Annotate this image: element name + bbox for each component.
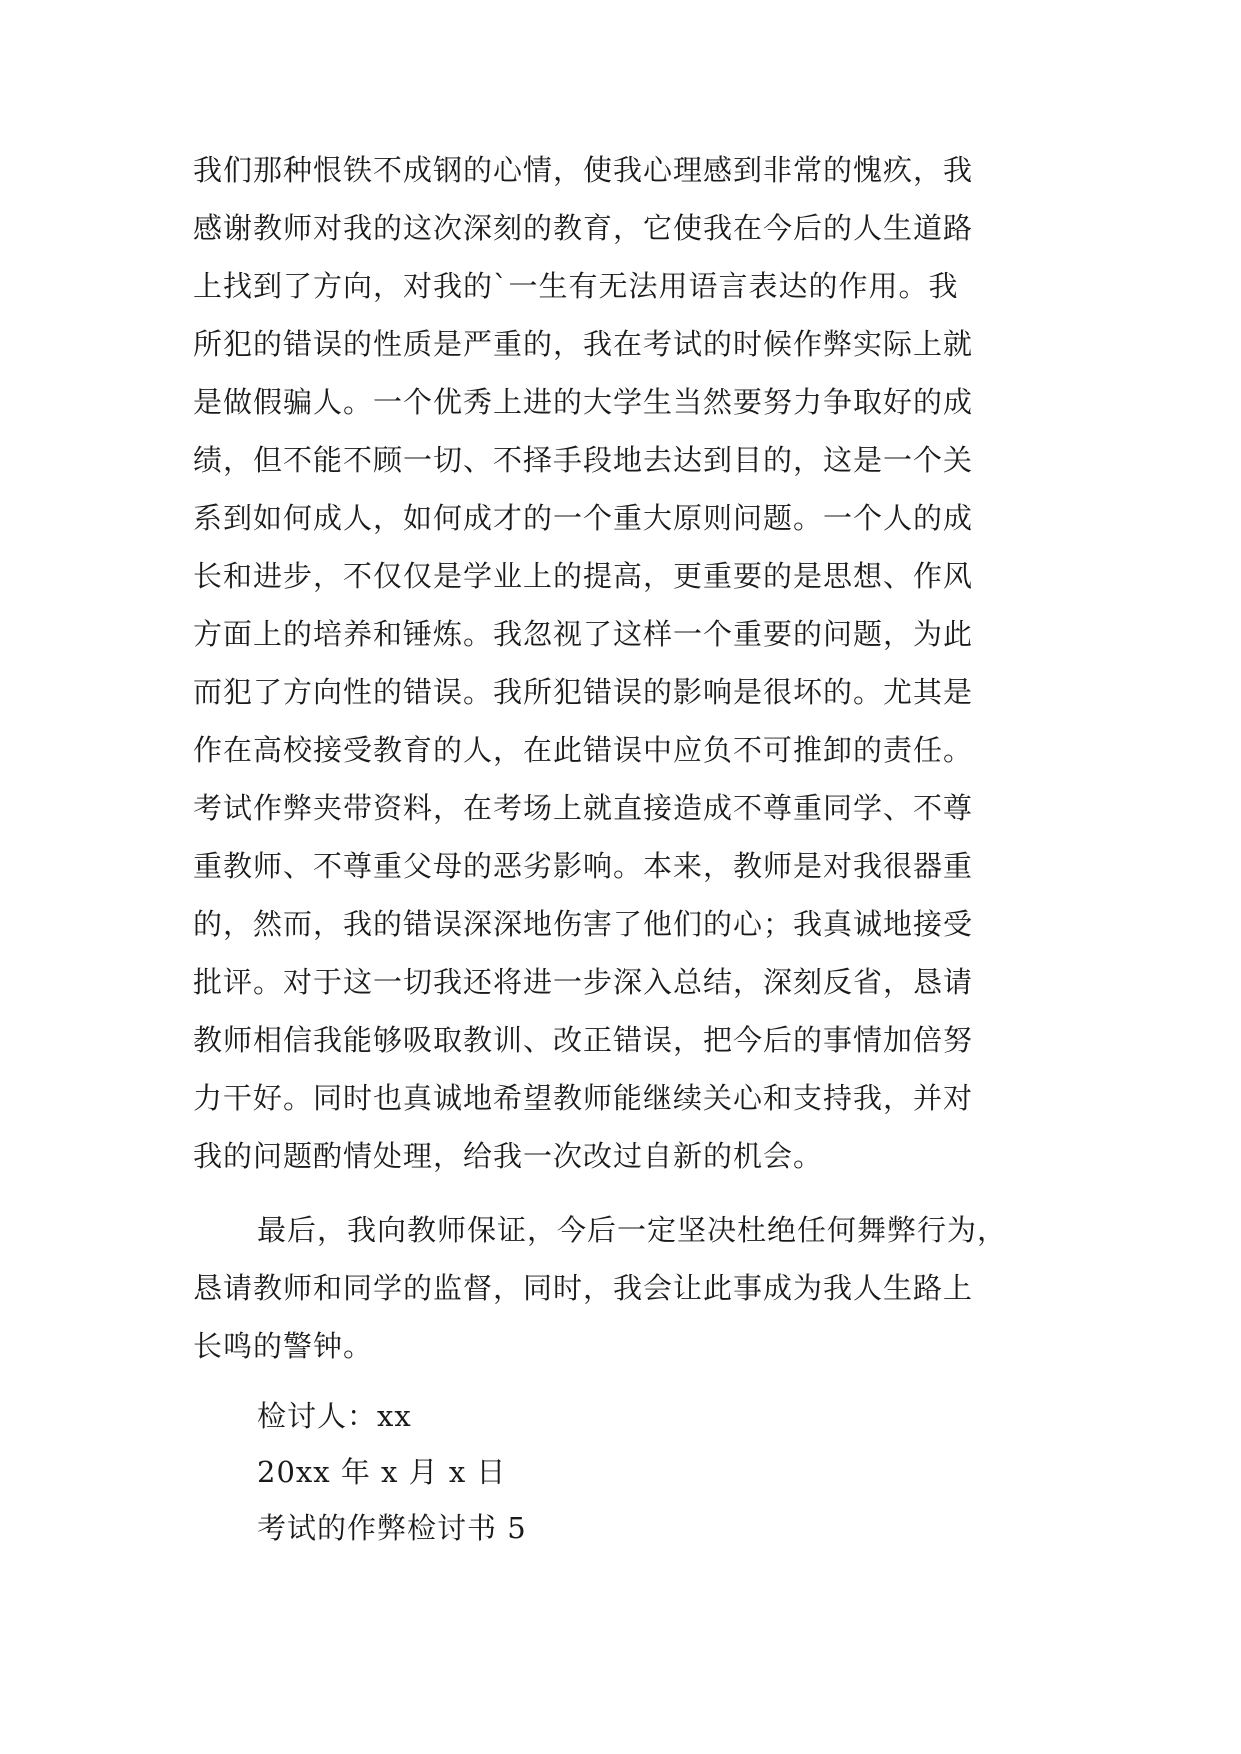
body-line-5: 是做假骗人。一个优秀上进的大学生当然要努力争取好的成 (193, 385, 974, 419)
body-line-8: 长和进步，不仅仅是学业上的提高，更重要的是思想、作风 (193, 559, 974, 593)
body-line-17: 力干好。同时也真诚地希望教师能继续关心和支持我，并对 (193, 1081, 974, 1115)
body-line-14: 的，然而，我的错误深深地伤害了他们的心；我真诚地接受 (193, 907, 974, 941)
body-line-15: 批评。对于这一切我还将进一步深入总结，深刻反省，恳请 (193, 965, 974, 999)
body-line-7: 系到如何成人，如何成才的一个重大原则问题。一个人的成 (193, 501, 974, 535)
body-line-18: 我的问题酌情处理，给我一次改过自新的机会。 (193, 1139, 824, 1173)
body-line-12: 考试作弊夹带资料，在考场上就直接造成不尊重同学、不尊 (193, 791, 974, 825)
body-line-10: 而犯了方向性的错误。我所犯错误的影响是很坏的。尤其是 (193, 675, 974, 709)
body-line-3: 上找到了方向，对我的`一生有无法用语言表达的作用。我 (193, 269, 959, 303)
body-line-19: 最后，我向教师保证，今后一定坚决杜绝任何舞弊行为， (257, 1213, 1008, 1247)
date-line: 20xx 年 x 月 x 日 (257, 1455, 507, 1489)
signer-line: 检讨人：xx (257, 1399, 412, 1433)
body-line-11: 作在高校接受教育的人，在此错误中应负不可推卸的责任。 (193, 733, 974, 767)
next-section-title: 考试的作弊检讨书 5 (257, 1511, 527, 1545)
body-line-2: 感谢教师对我的这次深刻的教育，它使我在今后的人生道路 (193, 211, 974, 245)
body-line-20: 恳请教师和同学的监督，同时，我会让此事成为我人生路上 (193, 1271, 974, 1305)
body-line-16: 教师相信我能够吸取教训、改正错误，把今后的事情加倍努 (193, 1023, 974, 1057)
body-line-4: 所犯的错误的性质是严重的，我在考试的时候作弊实际上就 (193, 327, 974, 361)
body-line-21: 长鸣的警钟。 (193, 1329, 374, 1363)
body-line-13: 重教师、不尊重父母的恶劣影响。本来，教师是对我很器重 (193, 849, 974, 883)
body-line-6: 绩，但不能不顾一切、不择手段地去达到目的，这是一个关 (193, 443, 974, 477)
body-line-1: 我们那种恨铁不成钢的心情，使我心理感到非常的愧疚，我 (193, 153, 974, 187)
body-line-9: 方面上的培养和锤炼。我忽视了这样一个重要的问题，为此 (193, 617, 974, 651)
